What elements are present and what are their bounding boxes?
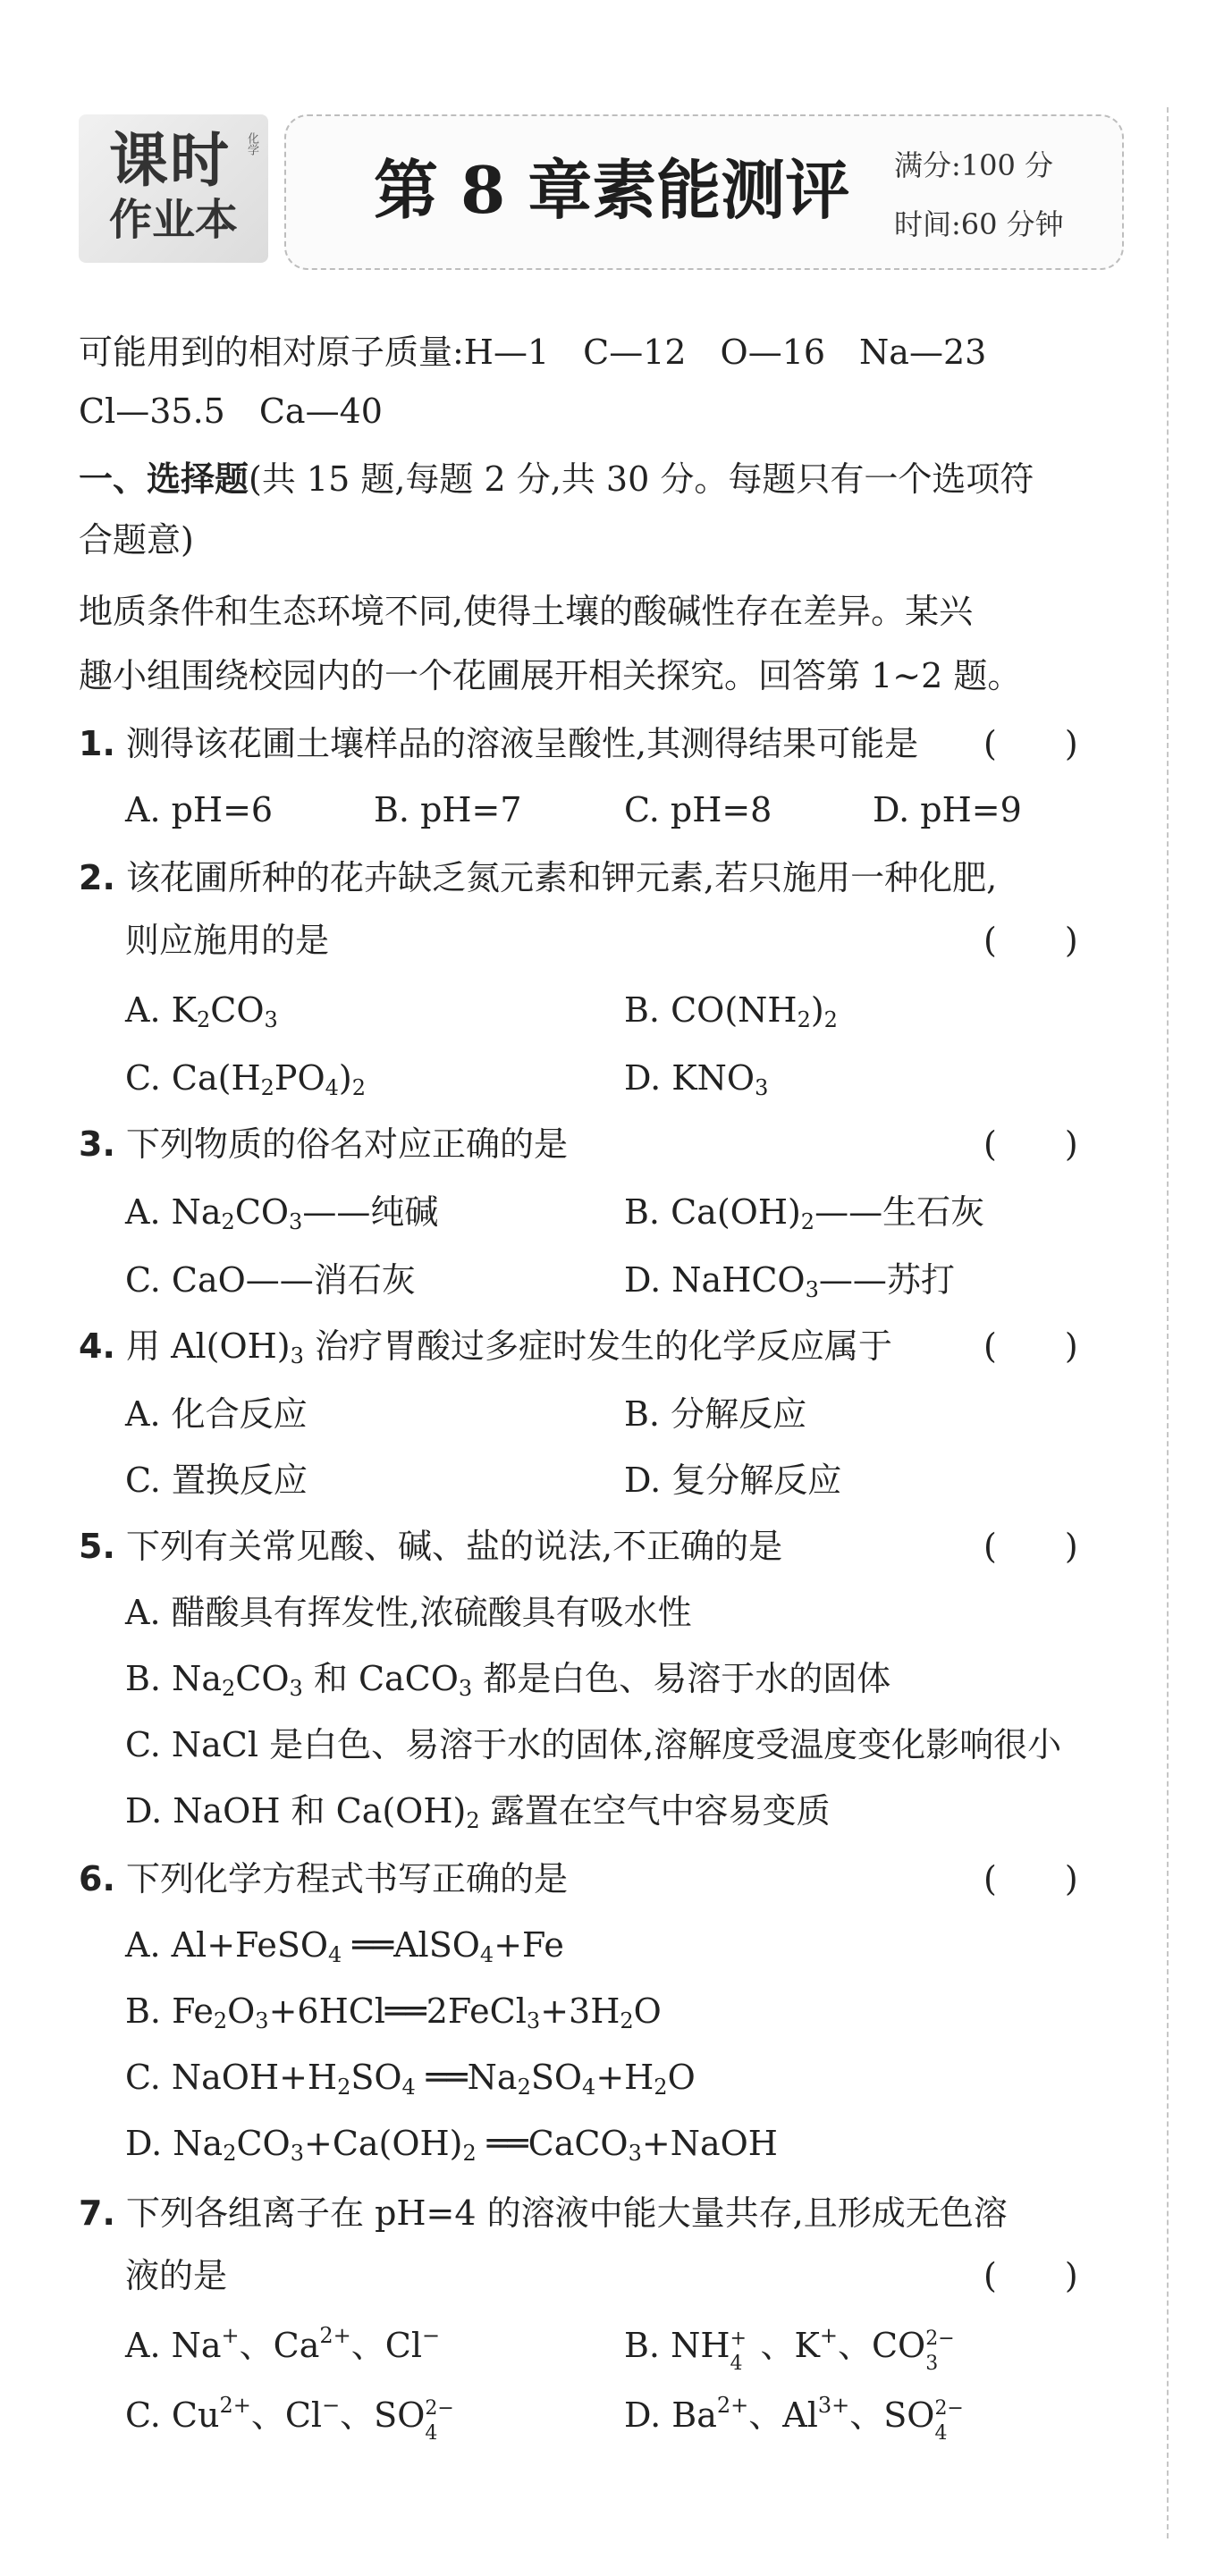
logo-text-top: 课时 [109,126,231,195]
question-number: 1. [79,724,115,763]
option-4d: D. 复分解反应 [624,1461,842,1500]
option-3c: C. CaO——消石灰 [125,1260,416,1300]
passage-line-2: 趣小组围绕校园内的一个花圃展开相关探究。回答第 1~2 题。 [79,656,1022,695]
question-stem: 下列化学方程式书写正确的是 [125,1859,568,1898]
question-stem: 下列物质的俗名对应正确的是 [125,1124,568,1164]
logo-text-bottom: 作业本 [109,195,239,245]
question-7 [79,2190,1008,2236]
passage-line-1: 地质条件和生态环境不同,使得土壤的酸碱性存在差异。某兴 [79,592,974,631]
option-2c: C. $Ca(H_2PO_4)_2$ [125,1058,367,1100]
option-1c: C. pH=8 [624,790,772,829]
question-2-cont: 则应施用的是 [125,921,330,960]
question-stem: 下列有关常见酸、碱、盐的说法,不正确的是 [125,1527,783,1566]
option-7c: C. $Cu^{2+}$、Cl−、SO 2− 4 [125,2393,454,2445]
atomic-mass-line-1: 可能用到的相对原子质量:H—1 C—12 O—16 Na—23 [79,333,987,372]
question-number: 7. [79,2193,115,2233]
answer-blank-1: ( ) [983,724,1078,763]
option-2a: A. $K_2CO_3$ [125,990,278,1032]
question-3 [79,1121,568,1167]
option-3d: D. NaHCO$_3$——苏打 [624,1260,955,1302]
option-7a: A. Na+、$Ca^{2+}$、Cl− [125,2323,441,2365]
option-5b: B. $Na_2CO_3$ 和 CaCO$_3$ 都是白色、易溶于水的固体 [125,1659,891,1701]
brand-logo [79,114,268,263]
option-6d: D. $Na_2CO_3+Ca(OH)_2$ ══CaCO$_3$+NaOH [125,2124,778,2166]
logo-text-small: 化学 [245,132,258,156]
page-title: 第 8 章素能测评 [374,152,850,228]
option-5d: D. NaOH 和 $Ca(OH)_2$ 露置在空气中容易变质 [125,1791,831,1833]
answer-blank-6: ( ) [983,1859,1078,1898]
option-4c: C. 置换反应 [125,1461,308,1500]
question-number: 4. [79,1326,115,1366]
section-heading-bold: 一、选择题 [79,459,249,499]
question-4: 4. 用 $Al(OH)_3$ 治疗胃酸过多症时发生的化学反应属于 [79,1326,892,1368]
question-number: 5. [79,1527,115,1566]
margin-rule [1167,107,1169,2538]
option-1a: A. pH=6 [125,790,274,829]
answer-blank-7: ( ) [983,2256,1078,2295]
option-2d: D. $KNO_3$ [624,1058,769,1100]
question-5 [79,1523,782,1570]
question-number: 6. [79,1859,115,1898]
question-number: 3. [79,1124,115,1164]
option-4a: A. 化合反应 [125,1394,308,1434]
question-7-cont: 液的是 [125,2256,228,2295]
section-heading-rest: (共 15 题,每题 2 分,共 30 分。每题只有一个选项符 [249,459,1034,499]
option-2b: B. $CO(NH_2)_2$ [624,990,838,1032]
question-6 [79,1856,568,1902]
section-heading [79,456,1034,502]
option-1d: D. pH=9 [873,790,1022,829]
answer-blank-5: ( ) [983,1527,1078,1566]
option-6c: C. $NaOH+H_2SO_4$ $══Na_2SO_4+H_2O$ [125,2058,696,2100]
option-7b: B. NH + 4 、K+、CO 2− 3 [624,2323,955,2375]
option-5a: A. 醋酸具有挥发性,浓硫酸具有吸水性 [125,1593,692,1632]
answer-blank-4: ( ) [983,1326,1078,1366]
section-heading-cont: 合题意) [79,520,194,560]
option-6b: B. $Fe_2O_3+6HCl══2FeCl_3+3H_2O$ [125,1991,662,2033]
option-1b: B. pH=7 [374,790,522,829]
answer-blank-3: ( ) [983,1124,1078,1164]
question-stem: 测得该花圃土壤样品的溶液呈酸性,其测得结果可能是 [125,724,919,763]
question-2 [79,854,997,901]
option-3b: B. $Ca(OH)_2——$生石灰 [624,1192,985,1234]
option-4b: B. 分解反应 [624,1394,807,1434]
full-score: 满分:100 分 [894,148,1054,182]
option-3a: A. $Na_2CO_3——$纯碱 [125,1192,439,1234]
option-6a: A. Al+FeSO$_4$ ══AlSO$_4$+Fe [125,1925,564,1967]
question-number: 2. [79,858,115,897]
answer-blank-2: ( ) [983,921,1078,960]
question-1 [79,720,918,767]
atomic-mass-line-2: Cl—35.5 Ca—40 [79,391,383,431]
time-limit: 时间:60 分钟 [894,207,1064,241]
question-stem: 下列各组离子在 pH=4 的溶液中能大量共存,且形成无色溶 [125,2193,1008,2233]
question-stem: 该花圃所种的花卉缺乏氮元素和钾元素,若只施用一种化肥, [125,858,998,897]
option-5c: C. NaCl 是白色、易溶于水的固体,溶解度受温度变化影响很小 [125,1725,1062,1764]
option-7d: D. $Ba^{2+}$、$Al^{3+}$、SO 2− 4 [624,2393,964,2445]
